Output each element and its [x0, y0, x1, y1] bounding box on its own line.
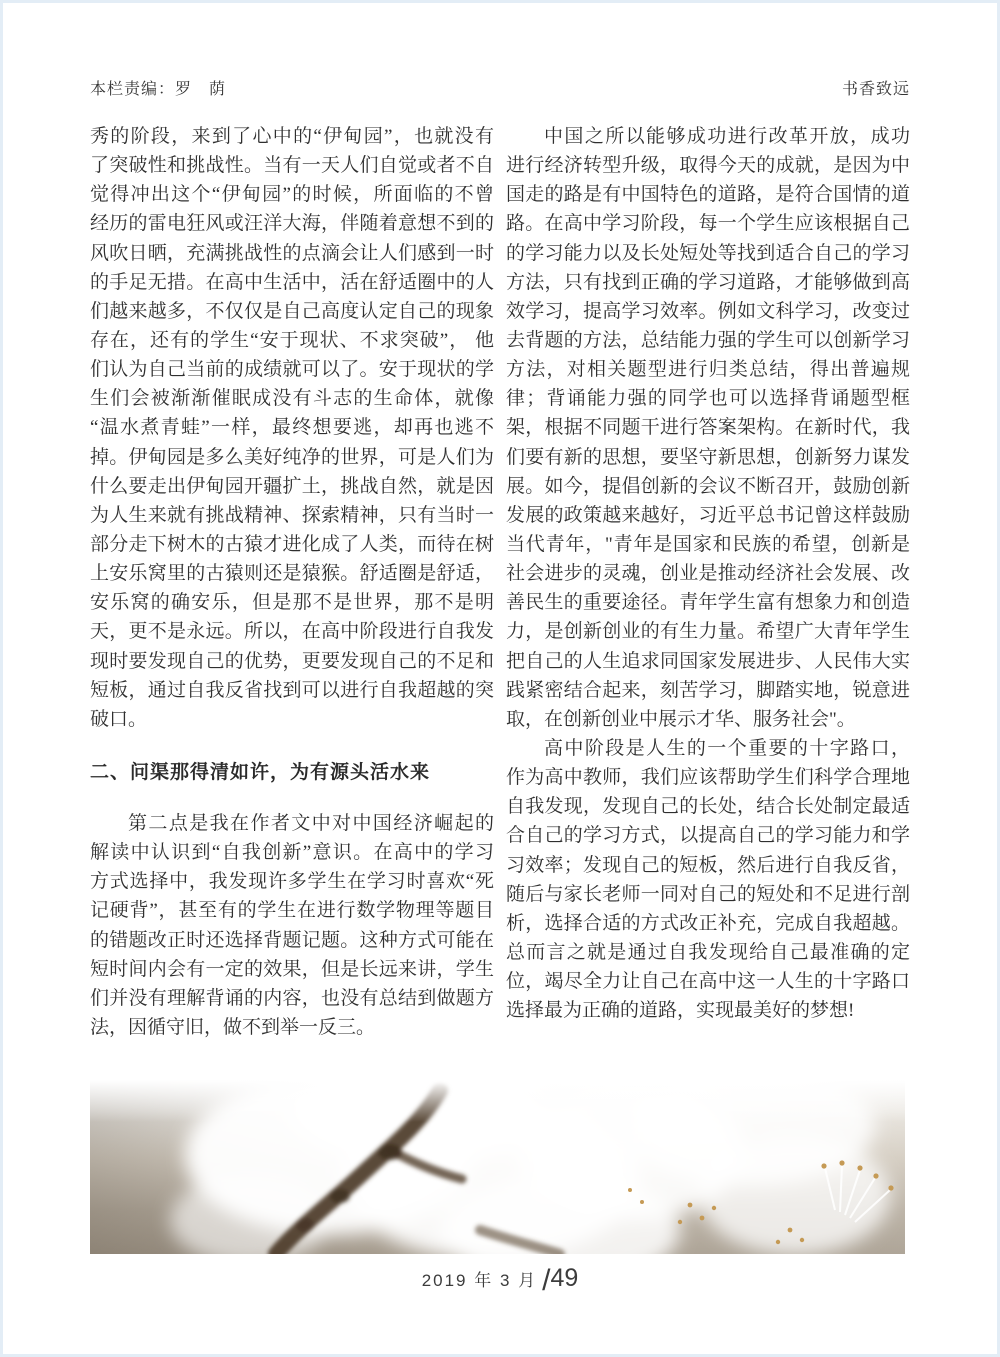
- page-number: 49: [550, 1264, 579, 1292]
- text-line: 进行经济转型升级，取得今天的成就，是因为中: [506, 155, 910, 177]
- text-line: 方式选择中，我发现许多学生在学习时喜欢“死: [90, 871, 494, 893]
- text-line: 秀的阶段，来到了心中的“伊甸园”，也就没有: [90, 126, 494, 147]
- text-line: 掉。伊甸园是多么美好纯净的世界，可是人们为: [90, 446, 494, 468]
- text-line: 了突破性和挑战性。当有一天人们自觉或者不自: [90, 155, 494, 177]
- text-line: “温水煮青蛙”一样，最终想要逃，却再也逃不: [90, 417, 494, 439]
- text-line: 善民生的重要途径。青年学生富有想象力和创造: [506, 592, 910, 614]
- text-line: 位，竭尽全力让自己在高中这一人生的十字路口: [506, 971, 910, 993]
- text-line: 国走的路是有中国特色的道路，是符合国情的道: [506, 184, 910, 206]
- page-header: [90, 76, 910, 99]
- text-line: 第二点是我在作者文中对中国经济崛起的: [128, 812, 494, 834]
- text-line: 随后与家长老师一同对自己的短处和不足进行剖: [506, 883, 910, 905]
- text-line: 生们会被渐渐催眠成没有斗志的生命体，就像: [90, 388, 494, 410]
- text-line: 合自己的学习方式，以提高自己的学习能力和学: [506, 825, 910, 847]
- magazine-section-title: 书香致远: [841, 81, 910, 98]
- text-line: 作为高中教师，我们应该帮助学生们科学合理地: [506, 767, 910, 789]
- text-line: 方法，只有找到正确的学习道路，才能够做到高: [506, 271, 910, 293]
- text-line: 践紧密结合起来，刻苦学习，脚踏实地，锐意进: [506, 679, 910, 701]
- text-line: 高中阶段是人生的一个重要的十字路口，: [544, 737, 910, 759]
- text-line: 存在，还有的学生“安于现状、不求突破”， 他: [90, 329, 494, 351]
- text-line: 的学习能力以及长处短处等找到适合自己的学习: [506, 242, 910, 264]
- text-line: 路。在高中学习阶段，每一个学生应该根据自己: [506, 213, 910, 235]
- text-line: 经历的雷电狂风或汪洋大海，伴随着意想不到的: [90, 213, 494, 235]
- text-line: 上安乐窝里的古猿则还是猿猴。舒适圈是舒适，: [90, 563, 494, 585]
- text-line: 部分走下树木的古猿才进化成了人类，而待在树: [90, 533, 494, 555]
- text-line: 取，在创新创业中展示才华、服务社会"。: [506, 708, 856, 730]
- text-line: 效学习，提高学习效率。例如文科学习，改变过: [506, 300, 910, 322]
- text-line: 中国之所以能够成功进行改革开放，成功: [544, 126, 910, 147]
- text-line: 觉得冲出这个“伊甸园”的时候，所面临的不曾: [90, 184, 494, 206]
- text-line: 方法，对相关题型进行归类总结，得出普遍规: [506, 359, 910, 381]
- right-column: [506, 122, 910, 1042]
- text-line: 破口。: [90, 708, 148, 730]
- text-line: 的错题改正时还选择背题记题。这种方式可能在: [90, 929, 494, 951]
- text-line: 安乐窝的确安乐，但是那不是世界，那不是明: [90, 592, 494, 614]
- text-line: 现时要发现自己的优势，更要发现自己的不足和: [90, 650, 494, 672]
- text-line: 析，选择合适的方式改正补充，完成自我超越。: [506, 912, 910, 934]
- column-editor-label: 本栏责编：罗 荫: [90, 81, 227, 98]
- text-line: 们越来越多，不仅仅是自己高度认定自己的现象: [90, 300, 494, 322]
- text-line: 短板，通过自我反省找到可以进行自我超越的突: [90, 679, 494, 701]
- text-line: 们认为自己当前的成绩就可以了。安于现状的学: [90, 359, 494, 381]
- text-line: 展。如今，提倡创新的会议不断召开，鼓励创新: [506, 475, 910, 497]
- text-line: 力，是创新创业的有生力量。希望广大青年学生: [506, 621, 910, 643]
- text-line: 风吹日晒，充满挑战性的点滴会让人们感到一时: [90, 242, 494, 264]
- text-line: 解读中认识到“自我创新”意识。在高中的学习: [90, 842, 494, 864]
- section-heading: 二、问渠那得清如许，为有源头活水来: [90, 761, 431, 783]
- text-line: 发展的政策越来越好，习近平总书记曾这样鼓励: [506, 504, 910, 526]
- text-line: 天，更不是永远。所以，在高中阶段进行自我发: [90, 621, 494, 643]
- text-line: 们并没有理解背诵的内容，也没有总结到做题方: [90, 987, 494, 1009]
- paragraph: [90, 122, 494, 734]
- text-line: 为人生来就有挑战精神、探索精神，只有当时一: [90, 504, 494, 526]
- paragraph: [90, 809, 494, 1042]
- text-line: 去背题的方法，总结能力强的学生可以创新学习: [506, 329, 910, 351]
- text-line: 架，根据不同题干进行答案架构。在新时代，我: [506, 417, 910, 439]
- text-line: 当代青年，"青年是国家和民族的希望，创新是: [506, 533, 910, 555]
- text-line: 习效率；发现自己的短板，然后进行自我反省，: [506, 854, 910, 876]
- paragraph: [506, 734, 910, 1025]
- left-column: [90, 122, 494, 1042]
- text-line: 什么要走出伊甸园开疆扩土，挑战自然，就是因: [90, 475, 494, 497]
- text-line: 社会进步的灵魂，创业是推动经济社会发展、改: [506, 563, 910, 585]
- text-line: 选择最为正确的道路，实现最美好的梦想!: [506, 1000, 855, 1022]
- text-line: 的手足无措。在高中生活中，活在舒适圈中的人: [90, 271, 494, 293]
- text-line: 自我发现，发现自己的长处，结合长处制定最适: [506, 796, 910, 818]
- text-line: 短时间内会有一定的效果，但是长远来讲，学生: [90, 958, 494, 980]
- text-line: 总而言之就是通过自我发现给自己最准确的定: [506, 941, 910, 963]
- footer-slash: /: [542, 1264, 551, 1297]
- text-line: 法，因循守旧，做不到举一反三。: [90, 1016, 376, 1038]
- text-line: 律；背诵能力强的同学也可以选择背诵题型框: [506, 388, 910, 410]
- page-footer: [0, 1264, 1000, 1298]
- text-line: 们要有新的思想，要坚守新思想，创新努力谋发: [506, 446, 910, 468]
- text-line: 记硬背”，甚至有的学生在进行数学物理等题目: [90, 900, 494, 922]
- plum-blossom-photo: [90, 1080, 905, 1254]
- issue-date: 2019 年 3 月: [421, 1271, 538, 1290]
- article-body: [90, 122, 910, 1042]
- text-line: 把自己的人生追求同国家发展进步、人民伟大实: [506, 650, 910, 672]
- paragraph: [506, 122, 910, 734]
